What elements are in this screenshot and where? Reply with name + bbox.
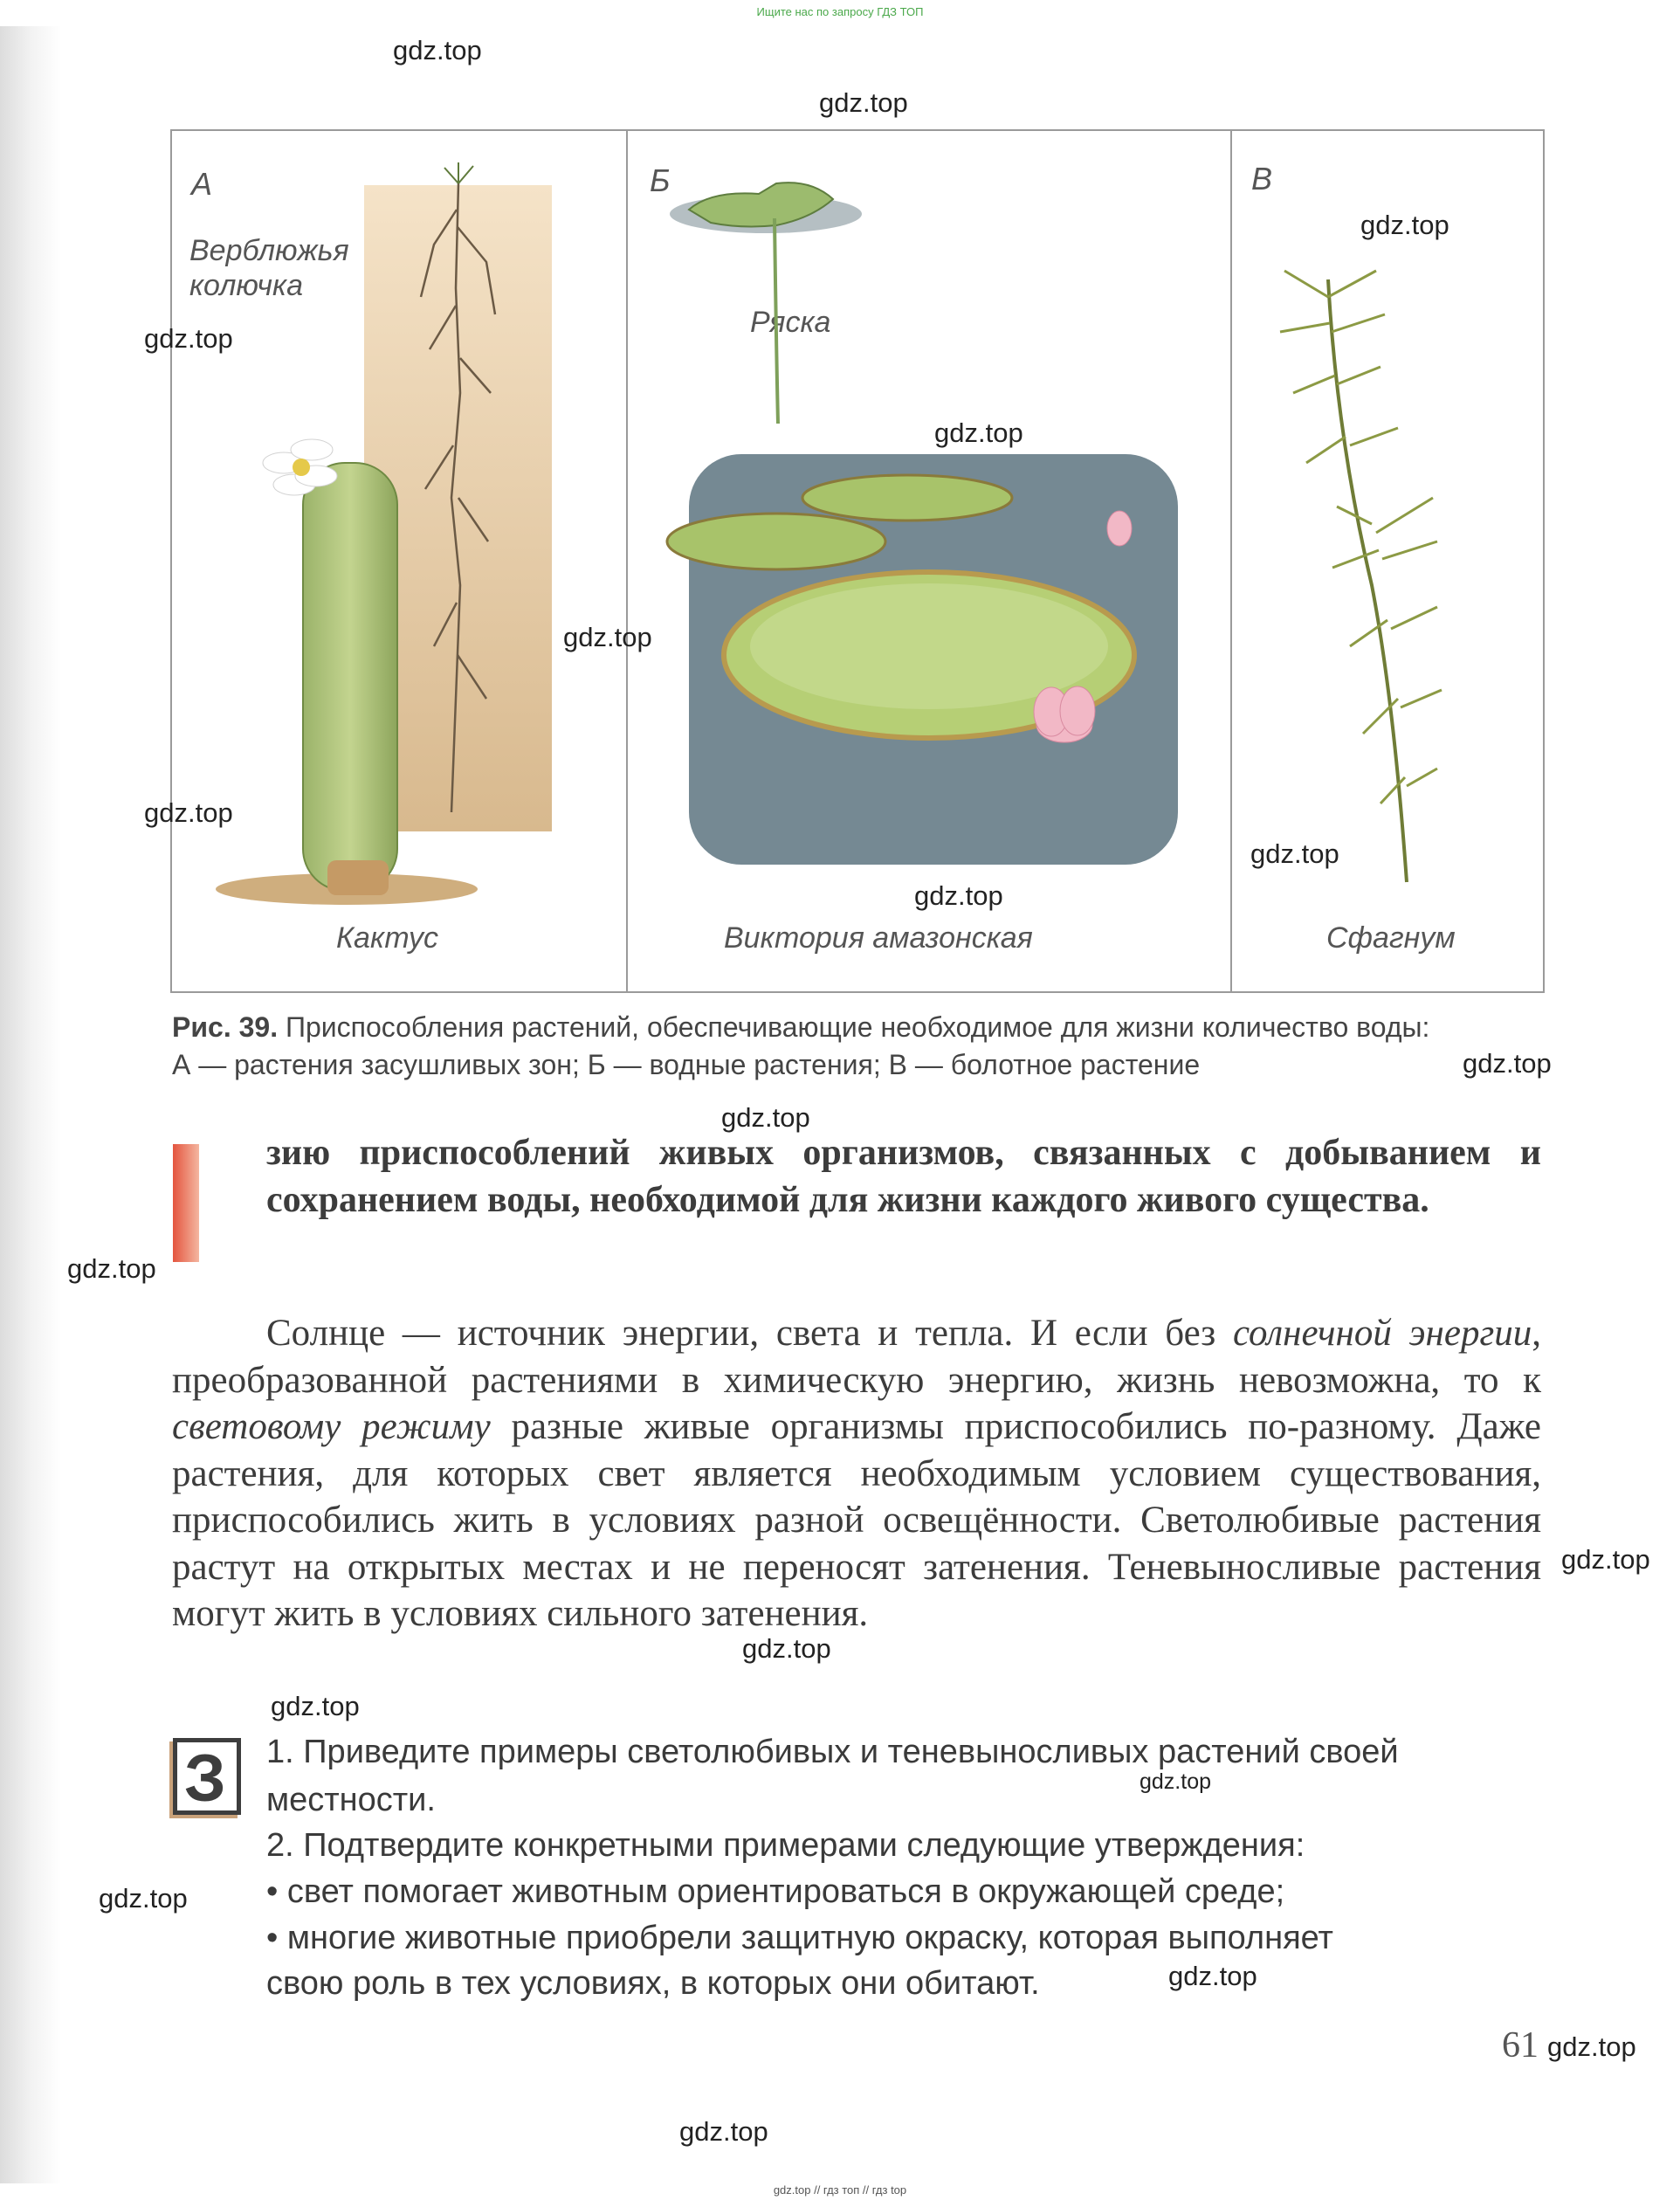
camel-thorn-label-2: колючка bbox=[189, 269, 303, 302]
page-number: 61 bbox=[1502, 2025, 1539, 2066]
camel-thorn-shoot bbox=[444, 162, 473, 183]
watermark[interactable]: gdz.top bbox=[679, 2116, 768, 2147]
search-hint[interactable]: Ищите нас по запросу ГДЗ ТОП bbox=[756, 5, 924, 18]
watermark[interactable]: gdz.top bbox=[1547, 2031, 1636, 2062]
bold-paragraph: зию приспособлений живых организмов, связанных с добыванием и сохранением воды, необходимой для жизни каждого живого существа. bbox=[266, 1133, 1541, 1220]
victoria-label: Виктория амазонская bbox=[724, 921, 1033, 955]
cactus-label: Кактус bbox=[336, 921, 438, 955]
panel-b-letter: Б bbox=[650, 162, 671, 198]
watermark[interactable]: gdz.top bbox=[1463, 1048, 1552, 1079]
watermark[interactable]: gdz.top bbox=[742, 1633, 831, 1664]
figure-caption bbox=[172, 1009, 1534, 1084]
camel-thorn-label-1: Верблюжья bbox=[189, 234, 349, 267]
watermark[interactable]: gdz.top bbox=[271, 1691, 360, 1721]
watermark[interactable]: gdz.top bbox=[393, 35, 482, 66]
watermark[interactable]: gdz.top bbox=[1360, 210, 1449, 240]
body-text-1: Солнце — источник энергии, света и тепла. И если без bbox=[266, 1313, 1233, 1354]
duckweed-root bbox=[775, 218, 778, 424]
watermark[interactable]: gdz.top bbox=[144, 323, 233, 354]
watermark[interactable]: gdz.top bbox=[144, 797, 233, 828]
caption-line-2: А — растения засушливых зон; Б — водные растения; В — болотное растение bbox=[172, 1049, 1201, 1080]
panel-a-letter: А bbox=[191, 166, 213, 202]
footer-links[interactable]: gdz.top // гдз топ // гдз top bbox=[773, 2183, 907, 2197]
accent-bar bbox=[173, 1144, 199, 1262]
bullet-2-line-1: • многие животные приобрели защитную окраску, которая выполняет bbox=[266, 1920, 1333, 1956]
body-paragraph bbox=[172, 1310, 1541, 1638]
watermark[interactable]: gdz.top bbox=[99, 1883, 188, 1914]
bullet-1: • свет помогает животным ориентироваться в окружающей среде; bbox=[266, 1873, 1285, 1910]
body-emphasis-1: солнечной энергии bbox=[1232, 1313, 1532, 1354]
bullet-2-line-2: свою роль в тех условиях, в которых они обитают. bbox=[266, 1965, 1040, 2002]
watermark[interactable]: gdz.top bbox=[1168, 1961, 1257, 1991]
watermark[interactable]: gdz.top bbox=[914, 880, 1003, 911]
panel-b bbox=[628, 131, 1232, 991]
watermark[interactable]: gdz.top bbox=[67, 1253, 156, 1284]
water-plants-illustration bbox=[628, 131, 1230, 991]
watermark[interactable]: gdz.top bbox=[934, 417, 1023, 448]
body-text-2: , преобразованной растениями в химическую энергию, жизнь невозможна, то к bbox=[172, 1313, 1542, 1401]
caption-line-1: Приспособления растений, обеспечивающие необходимое для жизни количество воды: bbox=[278, 1011, 1430, 1043]
lily-pad-back bbox=[802, 475, 1012, 521]
watermark[interactable]: gdz.top bbox=[819, 87, 908, 118]
task-icon bbox=[173, 1738, 241, 1815]
panel-a bbox=[172, 131, 628, 991]
sphagnum-stem bbox=[1328, 279, 1407, 882]
question-1-line-2: местности. bbox=[266, 1782, 436, 1818]
watermark[interactable]: gdz.top bbox=[563, 622, 652, 652]
body-text-3: разные живые организмы приспособились по-разному. Даже растения, для которых свет является необходимым условием существования, приспособились жить в условиях разной освещённости. Светолюбивые растения растут на открытых местах и не переносят затенения. Теневыносливые растения могут жить в условиях сильного затенения. bbox=[172, 1406, 1541, 1634]
watermark[interactable]: gdz.top bbox=[1140, 1769, 1212, 1794]
figure-ref: Рис. 39. bbox=[172, 1011, 279, 1043]
duckweed-label: Ряска bbox=[750, 306, 831, 339]
panel-c-letter: В bbox=[1251, 161, 1273, 197]
cactus-illustration bbox=[172, 131, 626, 991]
question-1-line-1: 1. Приведите примеры светолюбивых и теневыносливых растений своей bbox=[266, 1734, 1399, 1770]
task-icon-letter: З bbox=[184, 1741, 226, 1816]
page-edge-shadow bbox=[0, 26, 61, 2183]
watermark[interactable]: gdz.top bbox=[1561, 1544, 1650, 1575]
lily-pad-left bbox=[667, 514, 885, 569]
cactus-stem bbox=[303, 463, 397, 891]
body-emphasis-2: световому режиму bbox=[172, 1406, 491, 1447]
watermark[interactable]: gdz.top bbox=[721, 1102, 810, 1133]
question-2: 2. Подтвердите конкретными примерами следующие утверждения: bbox=[266, 1827, 1305, 1864]
sphagnum-label: Сфагнум bbox=[1326, 921, 1456, 955]
watermark[interactable]: gdz.top bbox=[1250, 838, 1339, 869]
